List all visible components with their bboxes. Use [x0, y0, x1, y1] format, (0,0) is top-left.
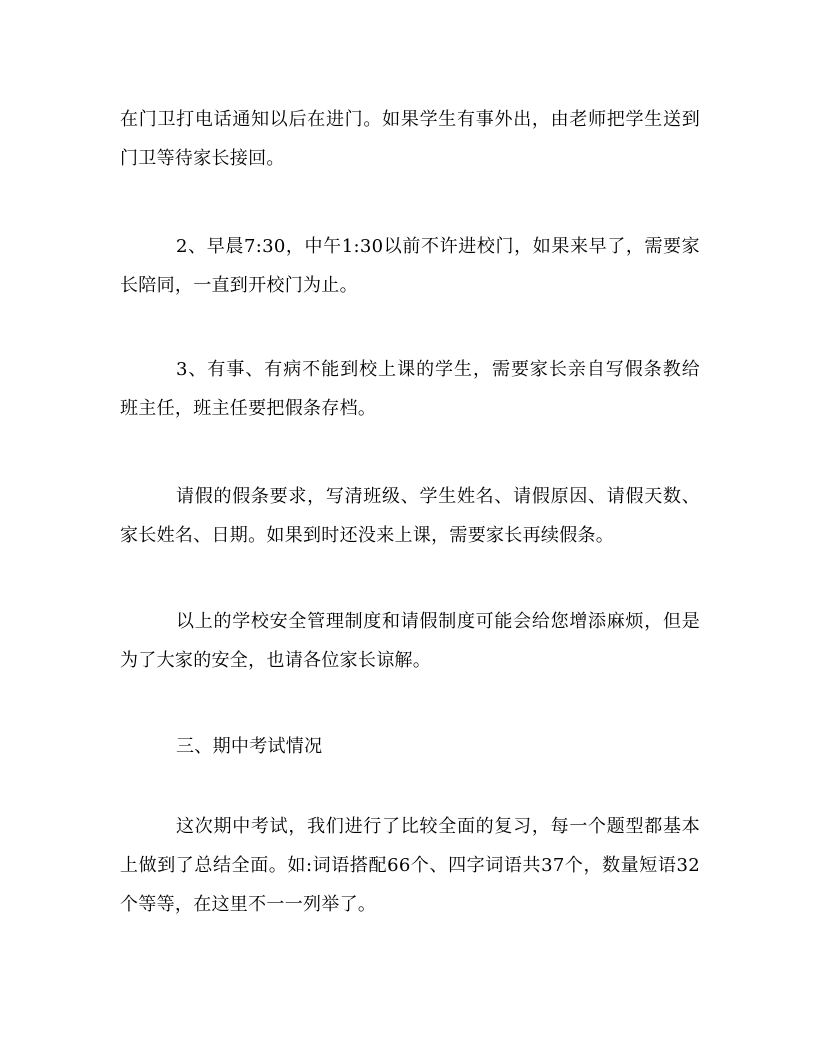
section-heading-midterm: 三、期中考试情况: [176, 736, 323, 757]
paragraph-safety-apology: 以上的学校安全管理制度和请假制度可能会给您增添麻烦，但是为了大家的安全，也请各位家长谅解。: [120, 611, 700, 671]
paragraph-gate-notice: 在门卫打电话通知以后在进门。如果学生有事外出，由老师把学生送到门卫等待家长接回。: [120, 109, 700, 169]
paragraph-midterm-review: 这次期中考试，我们进行了比较全面的复习，每一个题型都基本上做到了总结全面。如:词语搭配66个、四字词语共37个，数量短语32个等等，在这里不一一列举了。: [120, 816, 700, 915]
paragraph-arrival-time-rule: 2、早晨7:30，中午1:30以前不许进校门，如果来早了，需要家长陪同，一直到开校门为止。: [120, 236, 700, 296]
paragraph-sick-leave-rule: 3、有事、有病不能到校上课的学生，需要家长亲自写假条教给班主任，班主任要把假条存档。: [120, 359, 700, 419]
paragraph-leave-note-requirements: 请假的假条要求，写清班级、学生姓名、请假原因、请假天数、家长姓名、日期。如果到时还没来上课，需要家长再续假条。: [120, 486, 700, 546]
